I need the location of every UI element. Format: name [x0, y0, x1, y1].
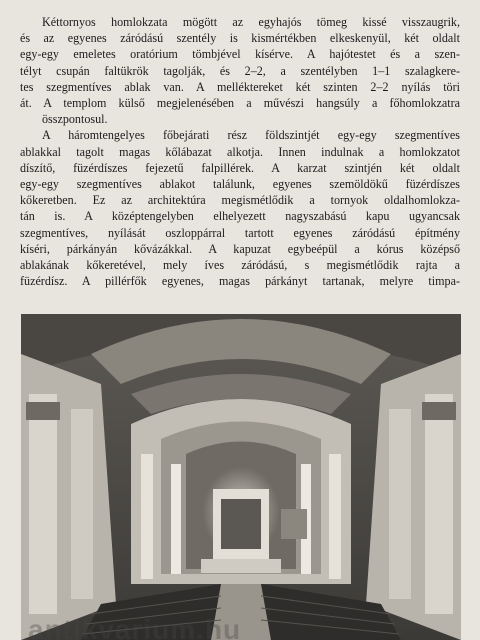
paragraph-1: [20, 14, 460, 127]
text-line: kőkeretben. Ez az architektúra megismétlődik a tornyok oldalhomlokza-: [20, 193, 460, 208]
text-line: ablakkal tagolt magas kőlábazat alkotja. Innen indulnak a homlokzatot: [20, 144, 460, 159]
text-line: át. A templom külső megjelenésében a művészi hangsúly a főhomlokzatra: [20, 96, 460, 111]
text-line: tes szegmentíves ablak van. A melléktereket két szinten 2–2 nyílás töri: [20, 79, 460, 94]
text-line: szegmentíves, nyílását oszloppárral tartott egyenes záródású építmény: [20, 225, 460, 240]
text-line: tán is. A középtengelyben elhelyezett nagyszabású kapu ugyancsak: [20, 209, 460, 224]
text-line: díszítő, füzérdíszes fejezetű falpillérek. A karzat szintjén két oldalt: [20, 160, 460, 175]
church-interior-photo: [21, 314, 461, 640]
paragraph-2: [20, 127, 460, 289]
text-line: kíséri, párkányán kővázákkal. A kapuzat egybeépül a kórus középső: [20, 241, 460, 256]
text-line: Kéttornyos homlokzata mögött az egyhajós tömeg kissé visszaugrik,: [42, 15, 460, 29]
text-line: és az egyenes záródású szentély is kismértékben elkeskenyül, két oldalt: [20, 31, 460, 46]
text-line: télyt csupán faltükrök tagolják, és 2–2, a szentélyben 1–1 szalagkere-: [20, 63, 460, 78]
text-line: füzérdísz. A pillérfők egyenes, magas párkányt tartanak, melyre timpa-: [20, 274, 460, 289]
text-line: összpontosul.: [42, 112, 108, 127]
text-line: egy-egy emeletes oratórium tömbjével kísérve. A hajótestet és a szen-: [20, 47, 460, 62]
watermark-text: antikvarium.hu: [28, 614, 242, 640]
body-text: [20, 14, 460, 289]
text-line: egy-egy szegmentíves ablakot találunk, egyenes szemöldökű füzérdíszes: [20, 177, 460, 192]
text-line: ablakának kőkeretével, mely íves záródású, s megismétlődik rajta a: [20, 258, 460, 273]
text-line: A háromtengelyes főbejárati rész földszintjét egy-egy szegmentíves: [42, 128, 460, 143]
